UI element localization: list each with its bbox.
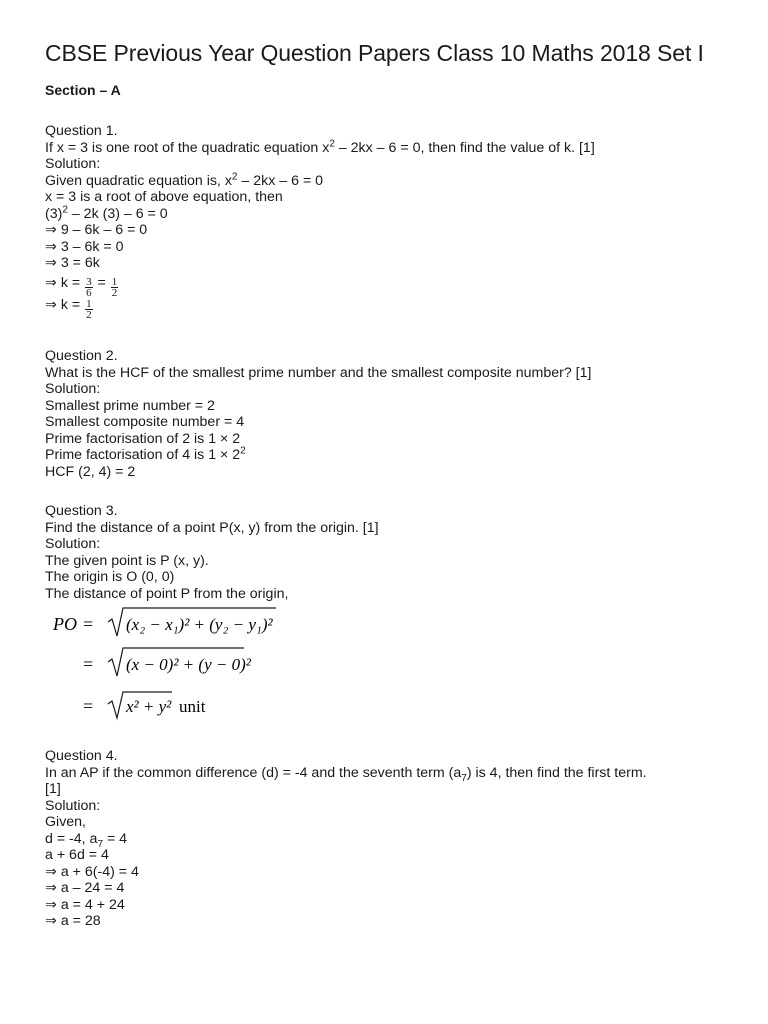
page-title: CBSE Previous Year Question Papers Class 10 Maths 2018 Set I xyxy=(45,40,704,66)
question-2-text: What is the HCF of the smallest prime number and the smallest composite number? [1] xyxy=(45,364,592,381)
solution-line: ⇒ a = 4 + 24 xyxy=(45,896,125,913)
question-3-text: Find the distance of a point P(x, y) from the origin. [1] xyxy=(45,519,379,536)
formula-unit: unit xyxy=(179,697,206,716)
question-4-text: In an AP if the common difference (d) = -4 and the seventh term $(a_7)$ is 4, then find the first term. xyxy=(45,764,647,784)
solution-line: x = 3 is a root of above equation, then xyxy=(45,189,283,205)
solution-line: The given point is P (x, y). xyxy=(45,552,209,569)
formula-lhs: PO xyxy=(53,614,77,634)
solution-line: ⇒ a – 24 = 4 xyxy=(45,880,125,896)
formula-equals: = xyxy=(83,696,94,716)
formula-equals: = xyxy=(83,614,94,634)
solution-line: ⇒ 9 – 6k – 6 = 0 xyxy=(45,222,148,238)
solution-label: Solution: xyxy=(45,381,101,397)
solution-label: Solution: xyxy=(45,536,101,552)
distance-formula-graphic xyxy=(50,606,350,726)
solution-line: Given, xyxy=(45,814,87,830)
formula-equals: = xyxy=(83,654,94,674)
solution-line: The distance of point P from the origin, xyxy=(45,585,289,602)
solution-line: Given quadratic equation is, $x^2 - 2kx - 6 = 0$ xyxy=(45,170,324,189)
solution-label: Solution: xyxy=(45,156,101,172)
solution-line: $(3)^2 - 2k$ (3) – 6 = 0 xyxy=(45,203,168,222)
question-1-heading: Question 1. xyxy=(45,123,118,139)
section-heading: Section – A xyxy=(45,82,121,98)
solution-line: Prime factorisation of 4 is $1 \times 2^2$ xyxy=(45,445,246,463)
solution-line: ⇒ 3 – 6k = 0 xyxy=(45,238,124,255)
question-4 xyxy=(45,748,647,930)
question-2 xyxy=(45,348,591,480)
question-2-heading: Question 2. xyxy=(45,348,118,364)
formula-row-1: (x₂ − x₁)² + (y₂ − y₁)² xyxy=(126,615,273,634)
solution-line: d = -4, $a_7 = 4$ xyxy=(45,830,128,850)
solution-line: ⇒ k = $\frac{1}{2}$ xyxy=(45,296,92,321)
question-3-heading: Question 3. xyxy=(45,503,118,519)
solution-line: Prime factorisation of 2 is 1 × 2 xyxy=(45,430,241,447)
question-1 xyxy=(45,123,595,321)
solution-line: ⇒ a = 28 xyxy=(45,913,101,929)
solution-line: ⇒ a + 6(-4) = 4 xyxy=(45,863,139,880)
formula-row-2: (x − 0)² + (y − 0)² xyxy=(126,655,251,674)
solution-line: ⇒ k = $\frac{3}{6}$ = $\frac{1}{2}$ xyxy=(45,274,118,299)
question-1-text: If x = 3 is one root of the quadratic equation $x^2 - 2kx - 6 = 0$, then find the value of k. [1] xyxy=(45,137,595,156)
solution-line: HCF (2, 4) = 2 xyxy=(45,463,136,480)
question-3 xyxy=(45,503,379,602)
solution-label: Solution: xyxy=(45,797,101,814)
fraction: $\frac{3}{6}$ xyxy=(86,275,92,299)
solution-line: Smallest composite number = 4 xyxy=(45,414,245,430)
fraction: $\frac{1}{2}$ xyxy=(86,297,92,321)
solution-line: ⇒ 3 = 6k xyxy=(45,255,100,271)
solution-line: Smallest prime number = 2 xyxy=(45,397,215,414)
formula-row-3: x² + y² xyxy=(126,697,172,716)
solution-line: The origin is O (0, 0) xyxy=(45,569,175,585)
fraction: $\frac{1}{2}$ xyxy=(111,275,118,299)
question-4-marks: [1] xyxy=(45,781,61,797)
distance-formula xyxy=(50,606,350,726)
question-4-heading: Question 4. xyxy=(45,748,118,764)
solution-line: a + 6d = 4 xyxy=(45,847,109,863)
